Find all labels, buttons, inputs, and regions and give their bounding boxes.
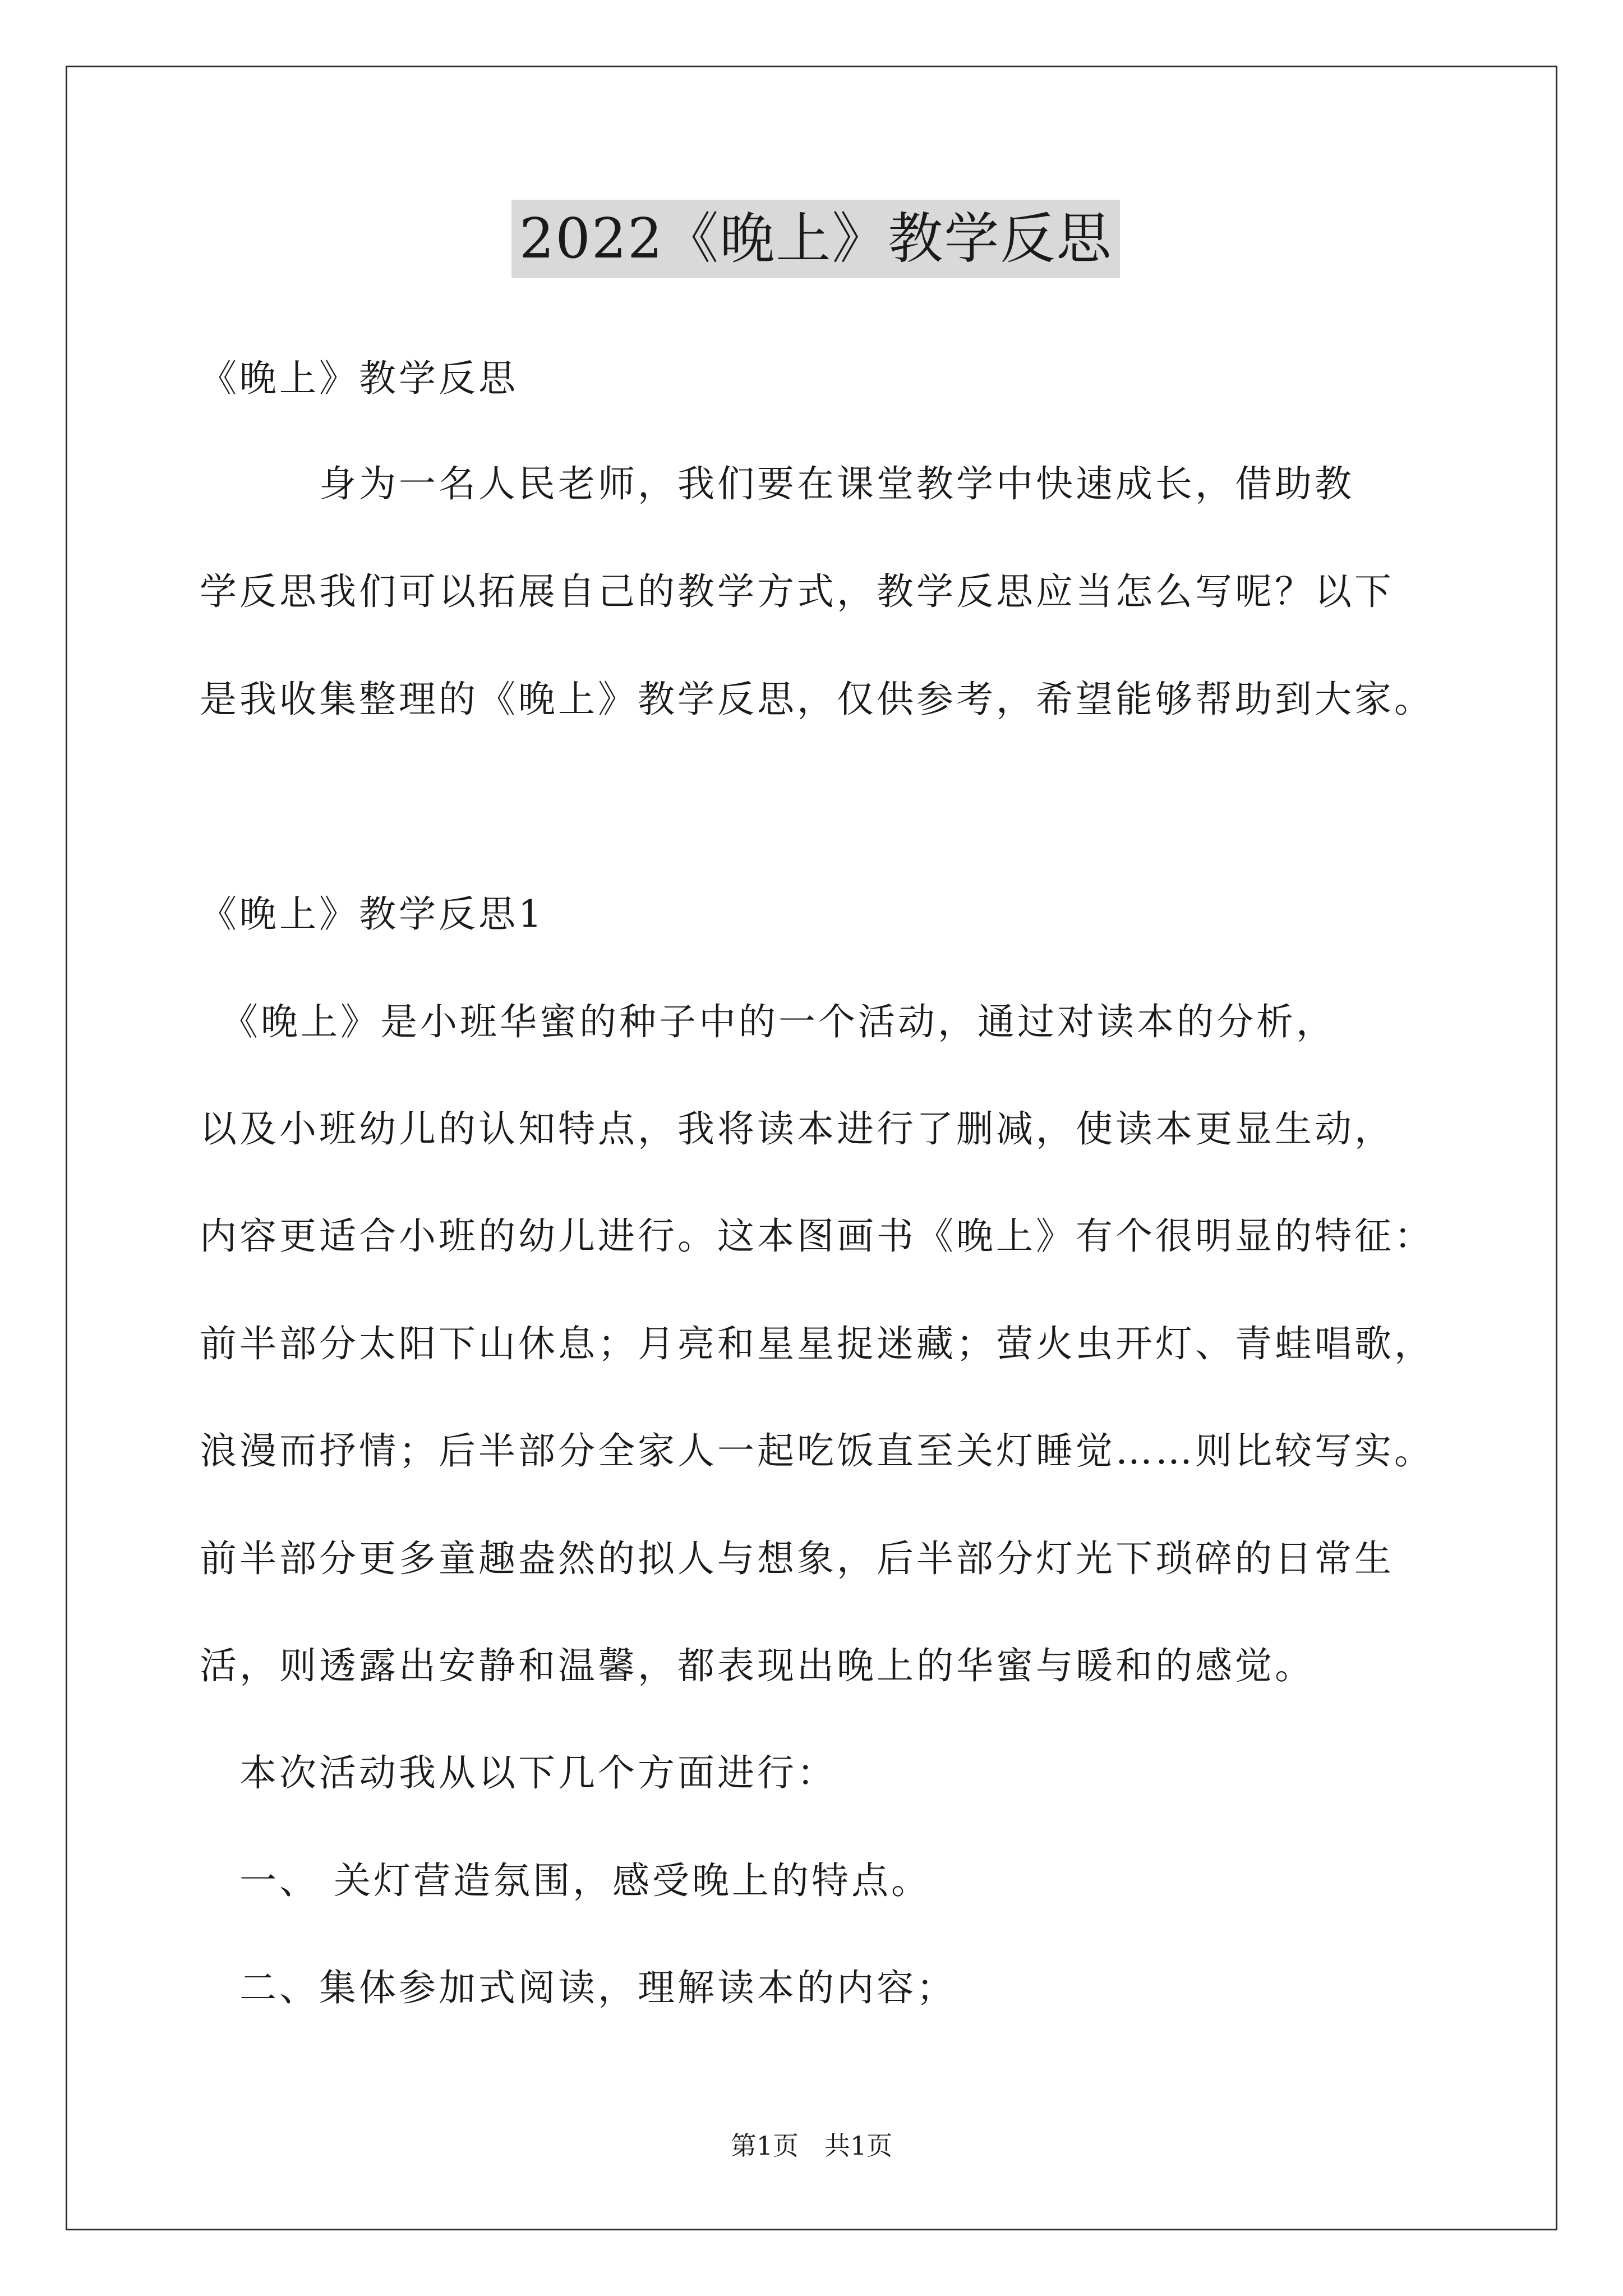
- body-line: 《晚上》是小班华蜜的种子中的一个活动，通过对读本的分析，: [200, 1000, 1336, 1043]
- body-line: 身为一名人民老师，我们要在课堂教学中快速成长，借助教: [200, 462, 1354, 505]
- body-line: 活，则透露出安静和温馨，都表现出晚上的华蜜与暖和的感觉。: [200, 1644, 1315, 1687]
- body-line: 以及小班幼儿的认知特点，我将读本进行了删减，使读本更显生动，: [200, 1107, 1394, 1151]
- body-line: 浪漫而抒情；后半部分全家人一起吃饭直至关灯睡觉……则比较写实。: [200, 1429, 1434, 1473]
- body-line: 本次活动我从以下几个方面进行：: [200, 1751, 837, 1795]
- section-heading: 《晚上》教学反思1: [200, 892, 545, 936]
- body-line: 学反思我们可以拓展自己的教学方式，教学反思应当怎么写呢？以下: [200, 570, 1394, 613]
- document-title: 2022《晚上》教学反思: [511, 200, 1120, 278]
- list-item: 一、 关灯营造氛围，感受晚上的特点。: [200, 1859, 931, 1902]
- body-line: 内容更适合小班的幼儿进行。这本图画书《晚上》有个很明显的特征：: [200, 1214, 1434, 1258]
- list-item: 二、集体参加式阅读，理解读本的内容；: [200, 1966, 956, 2009]
- body-line: 前半部分太阳下山休息；月亮和星星捉迷藏；萤火虫开灯、青蛙唱歌，: [200, 1322, 1434, 1365]
- body-line: 是我收集整理的《晚上》教学反思，仅供参考，希望能够帮助到大家。: [200, 678, 1434, 721]
- subtitle-line: 《晚上》教学反思: [200, 357, 518, 400]
- body-line: 前半部分更多童趣盎然的拟人与想象，后半部分灯光下琐碎的日常生: [200, 1537, 1394, 1580]
- page-footer: 第1页 共1页: [730, 2131, 893, 2161]
